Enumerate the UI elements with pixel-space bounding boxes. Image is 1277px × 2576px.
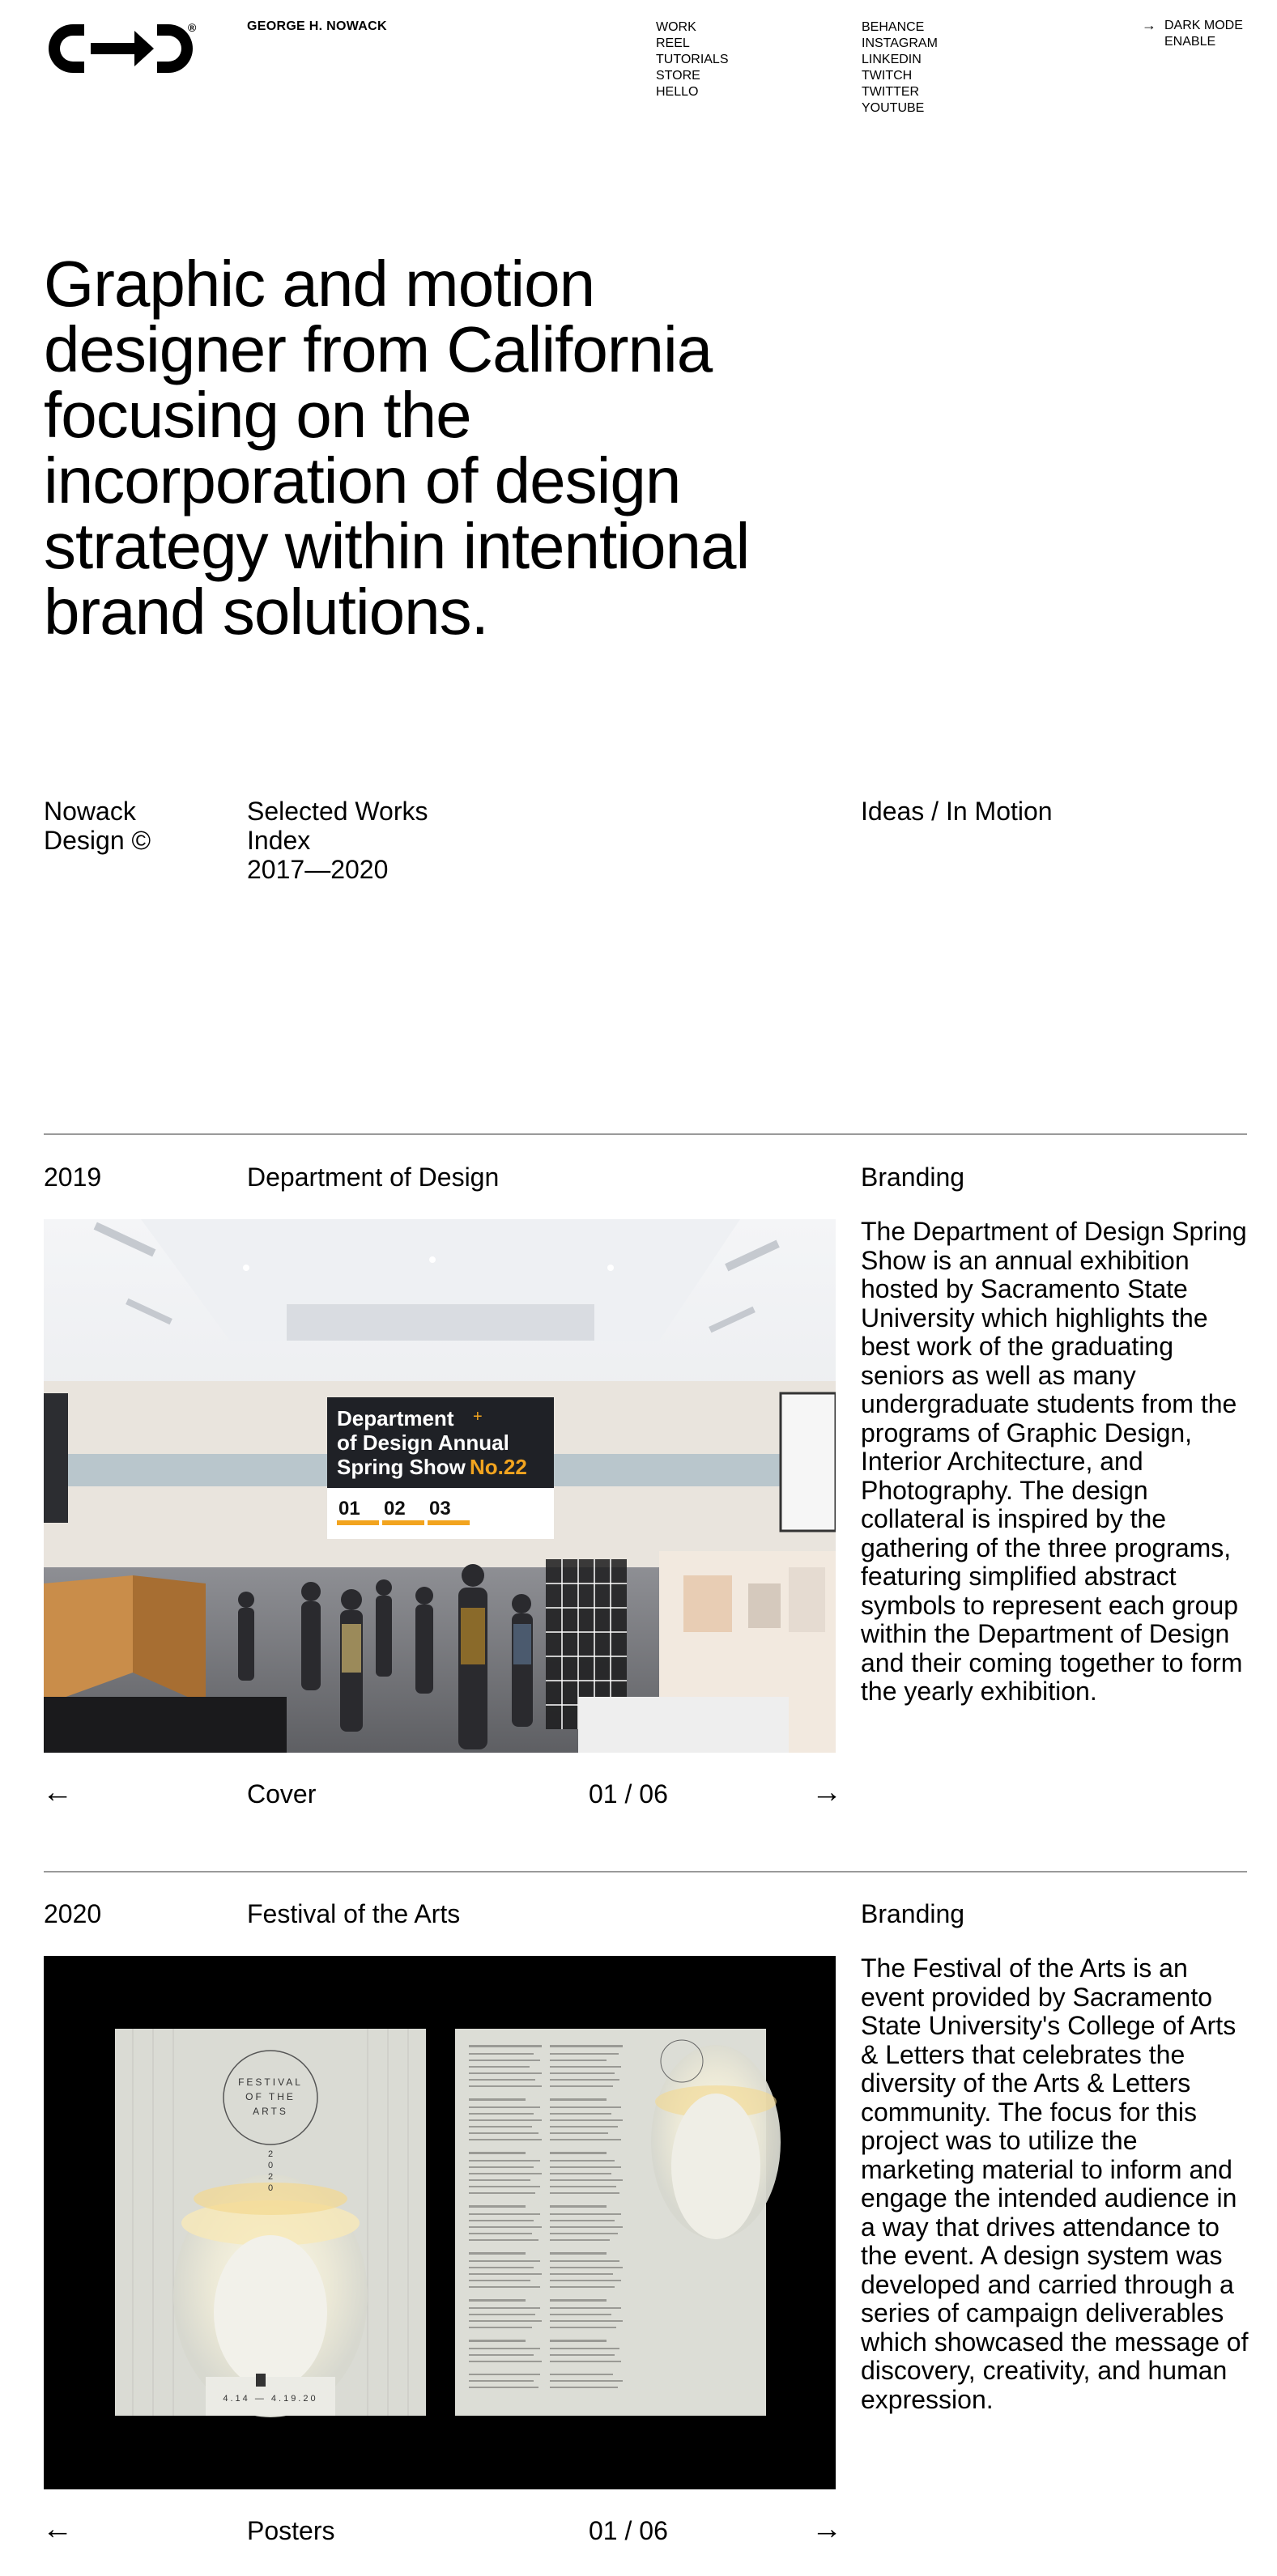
project-year: 2020	[44, 1899, 102, 1928]
poster-title-3: ARTS	[253, 2106, 288, 2117]
poster-title-2: OF THE	[245, 2091, 296, 2102]
arrow-left-icon: ←	[42, 2512, 73, 2546]
social-link-youtube[interactable]: YOUTUBE	[862, 101, 925, 115]
social-link-twitter[interactable]: TWITTER	[862, 85, 920, 99]
banner-step-3: 03	[429, 1498, 451, 1520]
nav-item-work[interactable]: WORK	[656, 20, 696, 34]
banner-line-1: Department	[337, 1406, 454, 1430]
slide-counter: 01 / 06	[589, 1779, 668, 1809]
next-slide-button[interactable]	[811, 2514, 842, 2544]
designer-name[interactable]: GEORGE H. NOWACK	[247, 19, 387, 33]
plus-icon: +	[473, 1408, 483, 1426]
section-divider	[44, 1871, 1247, 1872]
banner-step-2: 02	[384, 1498, 406, 1520]
arrow-right-icon: →	[811, 2512, 842, 2546]
project-title[interactable]: Festival of the Arts	[247, 1899, 461, 1928]
nav-item-tutorials[interactable]: TUTORIALS	[656, 53, 729, 66]
works-title: Selected Works	[247, 797, 428, 826]
social-link-linkedin[interactable]: LINKEDIN	[862, 53, 922, 66]
hero-headline: Graphic and motion designer from California focusing on the incorporation of design strategy within intentional brand solutions.	[44, 248, 750, 648]
social-link-twitch[interactable]: TWITCH	[862, 69, 913, 83]
brand-copyright: Design ©	[44, 826, 151, 855]
banner-step-1: 01	[338, 1498, 360, 1520]
poster-year-digit: 0	[267, 2161, 274, 2170]
nav-item-store[interactable]: STORE	[656, 69, 700, 83]
project-title[interactable]: Department of Design	[247, 1163, 500, 1192]
registered-mark: ®	[188, 21, 197, 34]
poster-title-1: FESTIVAL	[238, 2077, 303, 2088]
exhibition-hall-photo	[44, 1219, 836, 1753]
poster-dates: 4.14 — 4.19.20	[223, 2394, 318, 2404]
brand-credit	[44, 797, 206, 855]
dark-mode-label: DARK MODE	[1164, 19, 1243, 32]
social-link-behance[interactable]: BEHANCE	[862, 20, 925, 34]
arrow-right-icon: →	[811, 1775, 842, 1809]
dark-mode-toggle[interactable]	[1142, 18, 1243, 50]
section-divider	[44, 1133, 1247, 1135]
slide-counter: 01 / 06	[589, 2516, 668, 2545]
nav-item-hello[interactable]: HELLO	[656, 85, 699, 99]
project-year: 2019	[44, 1163, 102, 1192]
social-link-instagram[interactable]: INSTAGRAM	[862, 36, 938, 50]
logo-mark-icon	[44, 19, 198, 78]
brand-name: Nowack	[44, 797, 136, 826]
next-slide-button[interactable]	[811, 1775, 842, 1809]
project-category: Branding	[861, 1163, 965, 1192]
prev-slide-button[interactable]	[42, 2514, 73, 2544]
project-description: The Festival of the Arts is an event provided by Sacramento State University's College of Arts & Letters that celebrates the diversity of the Arts & Letters community. The focus for this project was to utilize the marketing material to inform and engage the intended audience in a way that drives attendance to the event. A design system was developed and carried through a series of campaign deliverables which showcased the message of discovery, creativity, and human expression.	[861, 1953, 1249, 2414]
works-index	[247, 797, 490, 884]
social-nav	[862, 19, 938, 117]
banner-line-3: Spring Show	[337, 1455, 466, 1479]
main-nav	[656, 19, 729, 100]
project-category: Branding	[861, 1899, 965, 1928]
prev-slide-button[interactable]	[42, 1775, 73, 1809]
nav-item-reel[interactable]: REEL	[656, 36, 690, 50]
seal-icon	[256, 2374, 266, 2387]
project-image-spring-show[interactable]	[44, 1219, 836, 1753]
poster-year-digit: 2	[267, 2172, 274, 2182]
project-description: The Department of Design Spring Show is an annual exhibition hosted by Sacramento State University which highlights the best work of the graduating seniors as well as many undergraduate students from the programs of Graphic Design, Interior Architecture, and Photography. The design collateral is inspired by the gathering of the three programs, featuring simplified abstract symbols to represent each group within the Department of Design and their coming together to form the yearly exhibition.	[861, 1217, 1247, 1706]
banner-edition: No.22	[470, 1455, 527, 1479]
works-index-label: Index	[247, 826, 311, 855]
poster-year-digit: 2	[267, 2149, 274, 2159]
slide-caption: Posters	[247, 2516, 335, 2545]
project-image-festival-posters[interactable]	[44, 1956, 836, 2489]
works-years: 2017—2020	[247, 855, 389, 884]
poster-year-digit: 0	[267, 2183, 274, 2193]
arrow-left-icon: ←	[42, 1775, 73, 1809]
festival-posters-photo	[44, 1956, 836, 2489]
banner-line-2: of Design Annual	[337, 1430, 509, 1455]
logo[interactable]	[44, 19, 198, 78]
tagline: Ideas / In Motion	[861, 797, 1053, 826]
dark-mode-action: ENABLE	[1164, 35, 1216, 49]
arrow-right-icon: →	[1142, 17, 1156, 33]
slide-caption: Cover	[247, 1779, 317, 1809]
